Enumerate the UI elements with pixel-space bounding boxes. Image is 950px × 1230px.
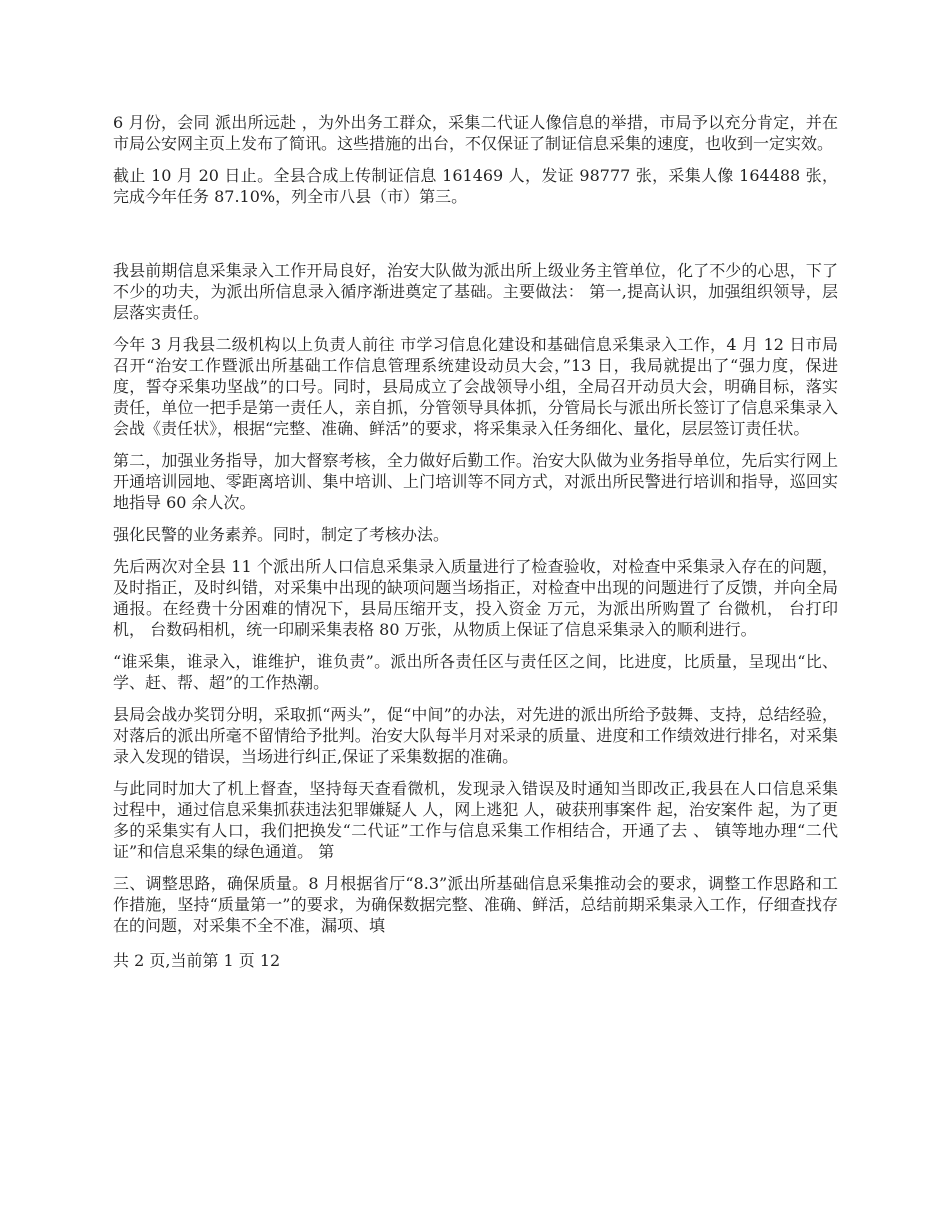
paragraph-gap [113,218,838,260]
paragraph: “谁采集，谁录入，谁维护，谁负责”。派出所各责任区与责任区之间，比进度，比质量，呈现出“比、学、赶、帮、超”的工作热潮。 [113,652,838,692]
paragraph: 三、调整思路，确保质量。8 月根据省厅“8.3”派出所基础信息采集推动会的要求，调整工作思路和工作措施，坚持“质量第一”的要求，为确保数据完整、准确、鲜活，总结前期采集录入工作，仔细查找存在的问题，对采集不全不准，漏项、填 [113,874,838,935]
paragraph: 6 月份，会同 派出所远赴 ，为外出务工群众，采集二代证人像信息的举措，市局予以充分肯定，并在市局公安网主页上发布了简讯。这些措施的出台，不仅保证了制证信息采集的速度，也收到一定实效。 [113,113,838,153]
paragraph: 今年 3 月我县二级机构以上负责人前往 市学习信息化建设和基础信息采集录入工作，4 月 12 日市局召开“治安工作暨派出所基础工作信息管理系统建设动员大会，”13 日，我局就提出了“强力度，保进度，誓夺采集功坚战”的口号。同时，县局成立了会战领导小组，全局召开动员大会，明确目标，落实责任，单位一把手是第一责任人，亲自抓，分管领导具体抓，分管局长与派出所长签订了信息采集录入会战《责任状》，根据“完整、准确、鲜活”的要求，将采集录入任务细化、量化，层层签订责任状。 [113,335,838,438]
paragraph: 截止 10 月 20 日止。全县合成上传制证信息 161469 人，发证 98777 张，采集人像 164488 张，完成今年任务 87.10%，列全市八县（市）第三。 [113,166,838,206]
paragraph: 与此同时加大了机上督查，坚持每天查看微机，发现录入错误及时通知当即改正,我县在人口信息采集过程中，通过信息采集抓获违法犯罪嫌疑人 人，网上逃犯 人，破获刑事案件 起，治安案件 起，为了更多的采集实有人口，我们把换发“二代证”工作与信息采集工作相结合，开通了去 、 镇等地办理“二代证”和信息采集的绿色通道。 第 [113,779,838,861]
paragraph: 我县前期信息采集录入工作开局良好，治安大队做为派出所上级业务主管单位，化了不少的心思，下了不少的功夫，为派出所信息录入循序渐进奠定了基础。主要做法： 第一,提高认识，加强组织领导，层层落实责任。 [113,261,838,322]
paragraph: 先后两次对全县 11 个派出所人口信息采集录入质量进行了检查验收，对检查中采集录入存在的问题， 及时指正，及时纠错，对采集中出现的缺项问题当场指正，对检查中出现的问题进行了反馈，并向全局通报。在经费十分困难的情况下，县局压缩开支，投入资金 万元，为派出所购置了 台微机， 台打印机， 台数码相机，统一印刷采集表格 80 万张，从物质上保证了信息采集录入的顺利进行。 [113,557,838,639]
paragraph: 第二，加强业务指导，加大督察考核，全力做好后勤工作。治安大队做为业务指导单位，先后实行网上开通培训园地、零距离培训、集中培训、上门培训等不同方式，对派出所民警进行培训和指导，巡回实地指导 60 余人次。 [113,451,838,512]
document-page [113,112,838,971]
page-footer: 共 2 页,当前第 1 页 12 [113,951,281,970]
paragraph: 县局会战办奖罚分明，采取抓“两头”，促“中间”的办法，对先进的派出所给予鼓舞、支持，总结经验，对落后的派出所毫不留情给予批判。治安大队每半月对采录的质量、进度和工作绩效进行排名，对采集录入发现的错误，当场进行纠正,保证了采集数据的准确。 [113,705,838,766]
paragraph: 强化民警的业务素养。同时，制定了考核办法。 [113,525,450,544]
